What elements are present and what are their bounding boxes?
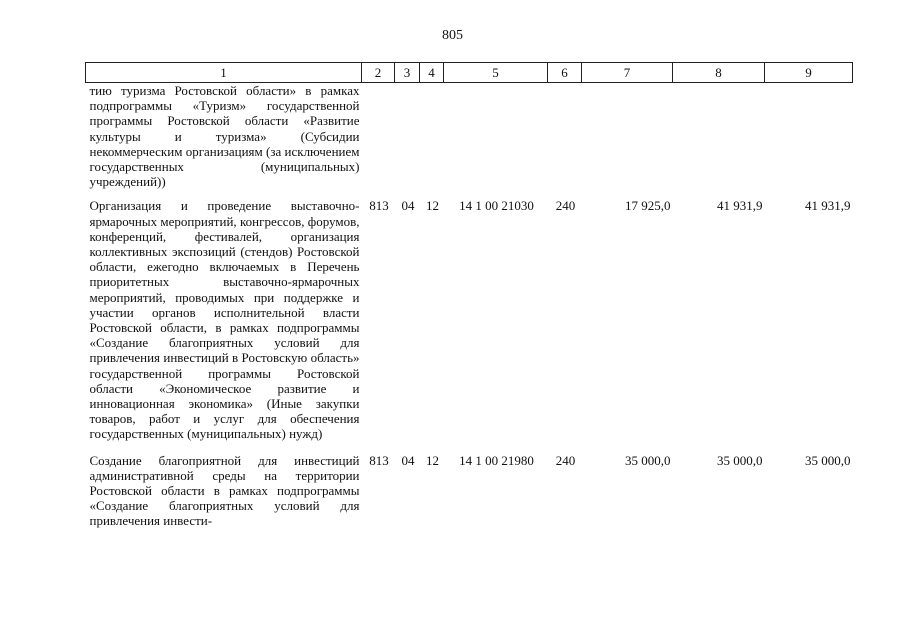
column-header-1: 1: [86, 63, 362, 83]
column-header-9: 9: [765, 63, 853, 83]
row-c3: [395, 83, 420, 190]
row-c2: [362, 83, 395, 190]
row-c2: 813: [369, 452, 389, 468]
column-header-4: 4: [420, 63, 444, 83]
row-c7: [582, 83, 673, 190]
row-c7: 35 000,0: [625, 452, 671, 468]
column-header-7: 7: [582, 63, 673, 83]
table-row: [86, 198, 853, 441]
row-c3: 04: [401, 452, 415, 468]
row-c4: 12: [426, 452, 439, 468]
row-c3: 04: [401, 198, 415, 214]
row-c9: [765, 83, 853, 190]
row-spacer: [86, 442, 853, 453]
row-c5: 14 1 00 21980: [459, 452, 534, 468]
row-spacer: [86, 189, 853, 198]
page-number: 805: [442, 28, 463, 43]
row-c5: [444, 83, 548, 190]
row-c7: 17 925,0: [625, 198, 671, 214]
row-c2: 813: [369, 198, 389, 214]
row-description: Создание благоприятной для инвестиций административной среды на территории Ростовской области в рамках подпрограммы «Создание благоприятных условий для привлечения инвести-: [89, 452, 360, 529]
row-c9: 35 000,0: [805, 452, 851, 468]
table-row: [86, 453, 853, 529]
column-header-6: 6: [548, 63, 582, 83]
column-header-8: 8: [673, 63, 765, 83]
column-header-5: 5: [444, 63, 548, 83]
table-header-row: [86, 63, 853, 83]
row-c8: 41 931,9: [717, 198, 763, 214]
row-c8: 35 000,0: [717, 452, 763, 468]
row-description: тию туризма Ростовской области» в рамках подпрограммы «Туризм» государственной программы Ростовской области «Развитие культуры и туризма» (Субсидии некоммерческим организациям (за исключением государственных (муниципальных) учреждений)): [89, 83, 360, 190]
row-description: Организация и проведение выставочно-ярмарочных мероприятий, конгрессов, форумов, конференций, фестивалей, организация коллективных экспозиций (стендов) Ростовской области, ежегодно включаемых в Перечень приоритетных выставочно-ярмарочных мероприятий, проводимых при поддержке и участии органов исполнительной власти Ростовской области, в рамках подпрограммы «Создание благоприятных условий для привлечения инвестиций в Ростовскую область» государственной программы Ростовской области «Экономическое развитие и инновационная экономика» (Иные закупки товаров, работ и услуг для обеспечения государственных (муниципальных) нужд): [89, 198, 360, 442]
row-c5: 14 1 00 21030: [459, 198, 534, 214]
row-c6: 240: [555, 198, 576, 214]
column-header-2: 2: [362, 63, 395, 83]
row-c8: [673, 83, 765, 190]
budget-table: [85, 62, 853, 529]
row-c4: [420, 83, 444, 190]
row-c9: 41 931,9: [805, 198, 851, 214]
row-c6: 240: [555, 452, 576, 468]
row-c4: 12: [426, 198, 439, 214]
column-header-3: 3: [395, 63, 420, 83]
table-row: [86, 83, 853, 190]
row-c6: [548, 83, 582, 190]
